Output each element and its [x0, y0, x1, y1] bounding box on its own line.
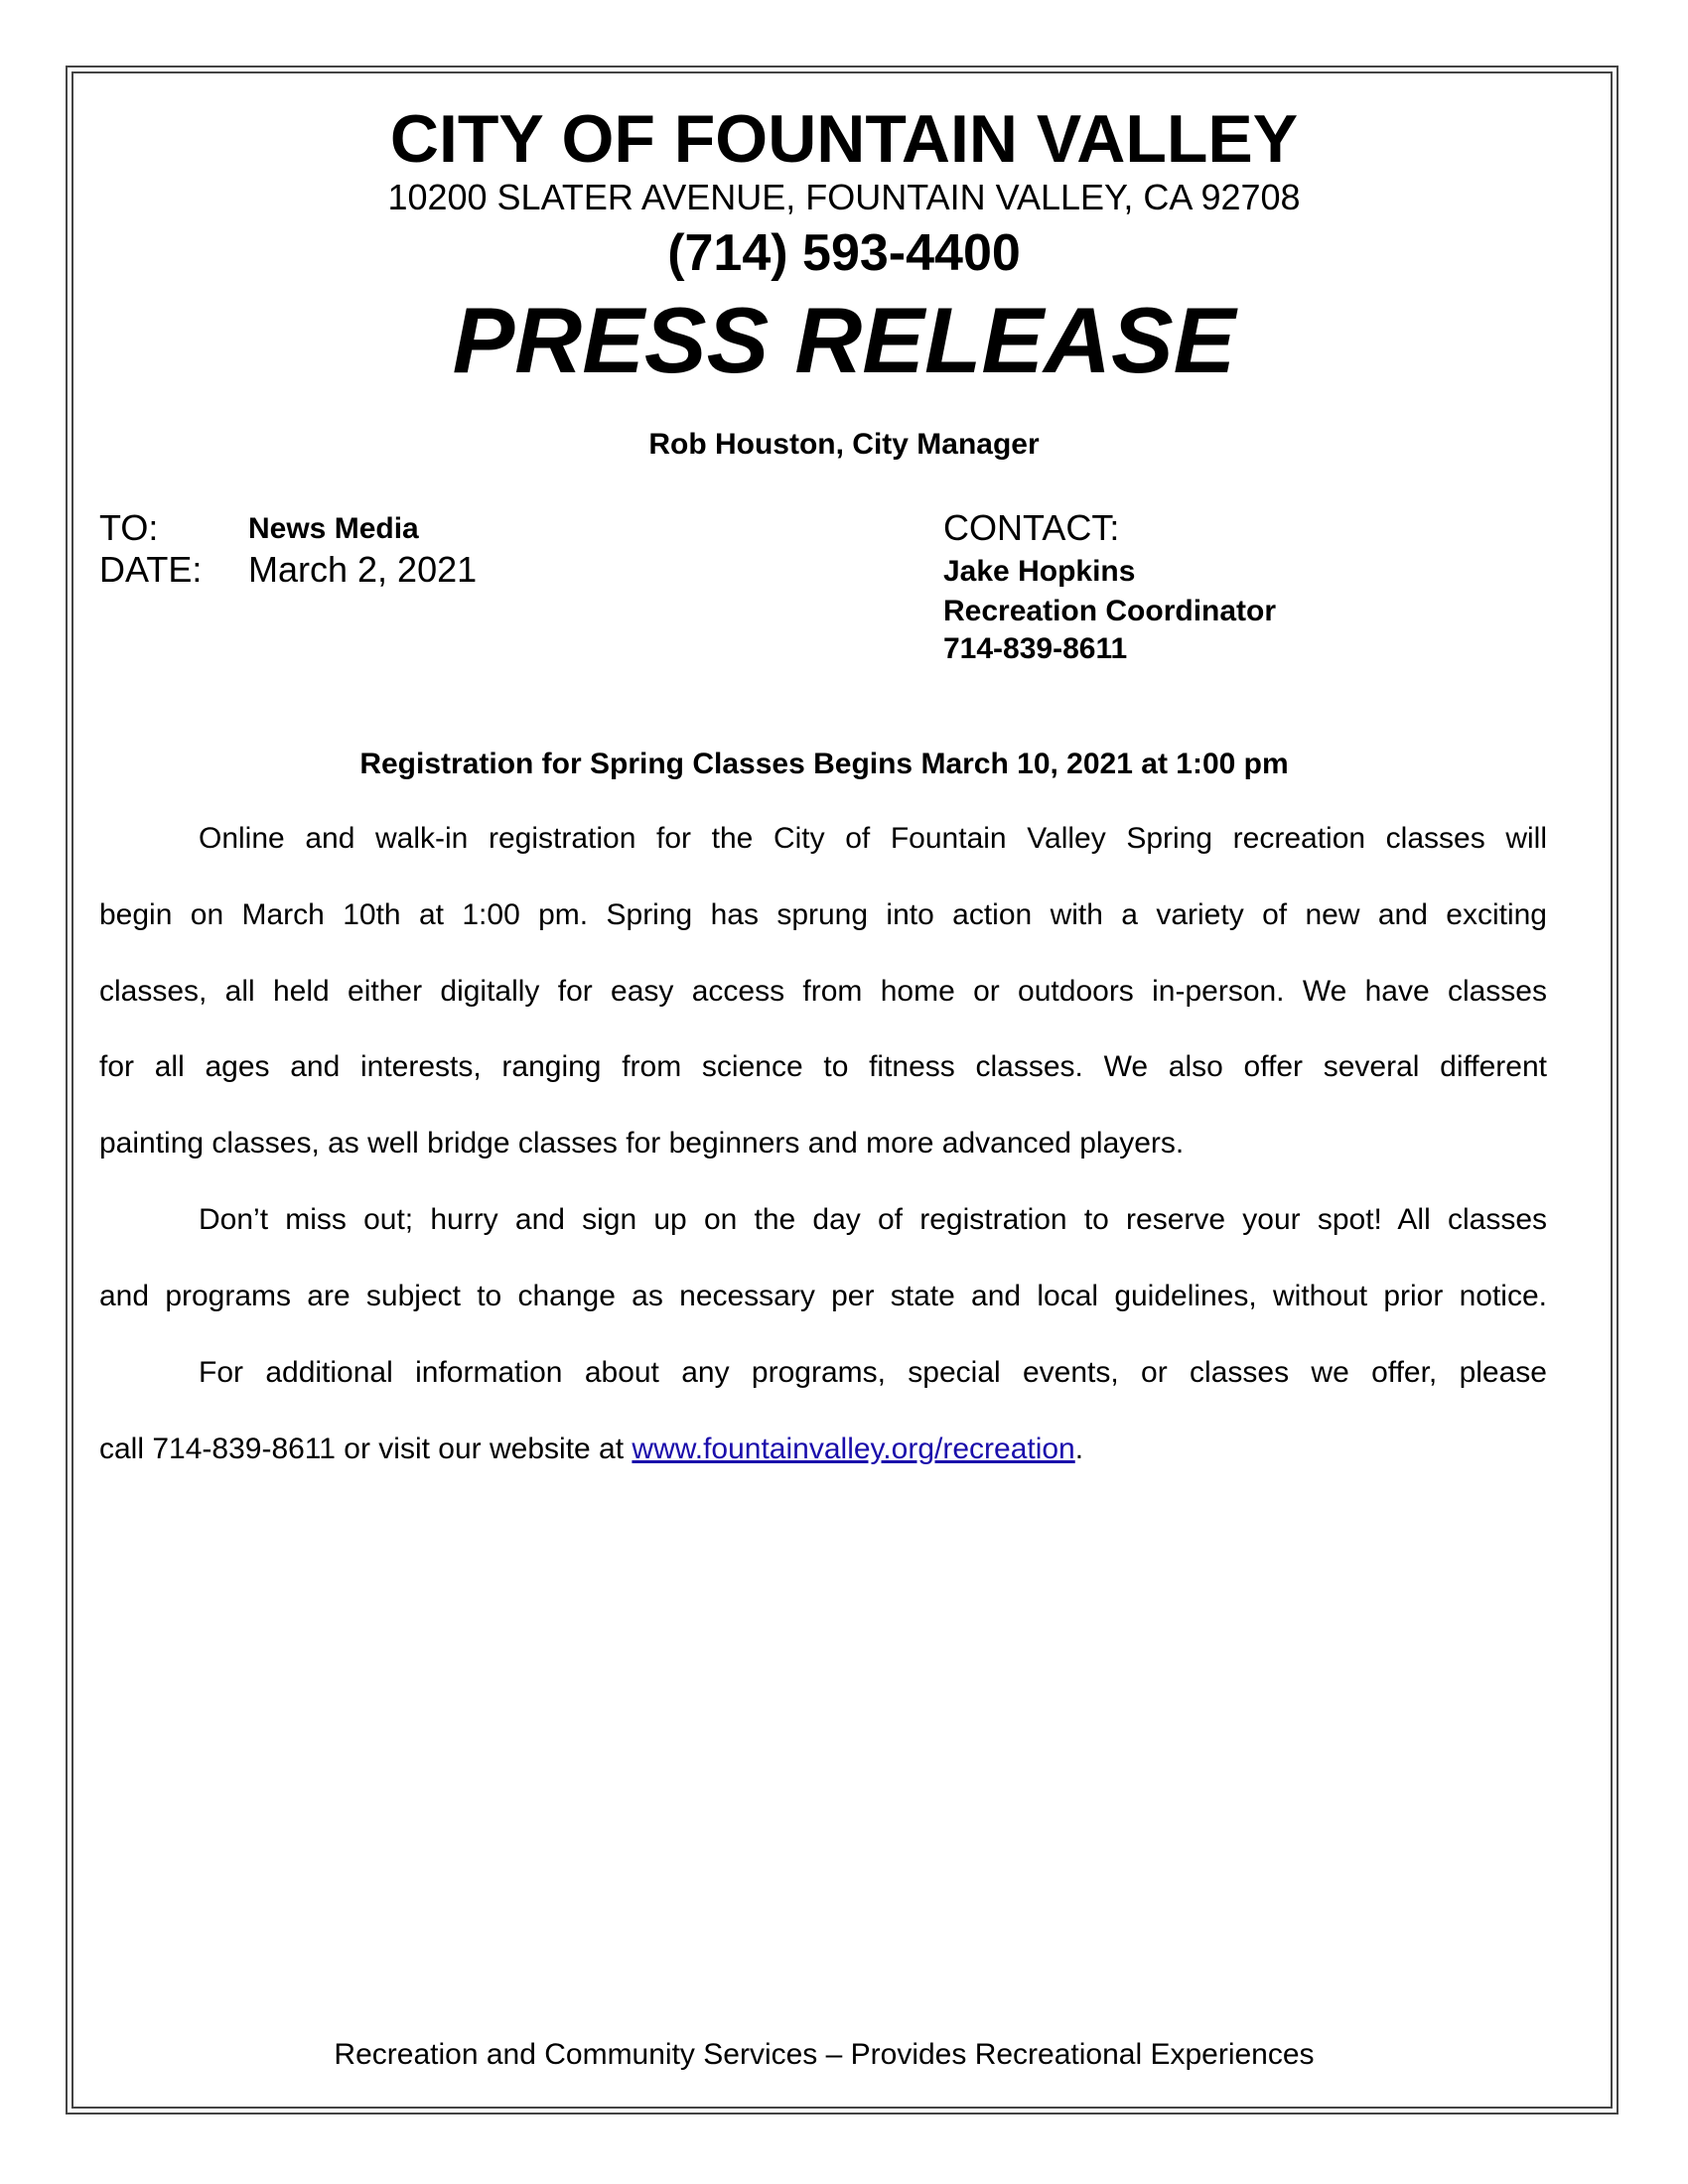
body-line: for all ages and interests, ranging from science to fitness classes. We also offer several different [99, 1050, 1547, 1083]
website-link[interactable]: www.fountainvalley.org/recreation [632, 1433, 1075, 1465]
release-headline: Registration for Spring Classes Begins March 10, 2021 at 1:00 pm [359, 748, 1289, 780]
contact-phone: 714-839-8611 [943, 632, 1128, 665]
body-line: and programs are subject to change as necessary per state and local guidelines, without prior notice. [99, 1280, 1547, 1312]
body-line: Don’t miss out; hurry and sign up on the day of registration to reserve your spot! All classes [199, 1203, 1547, 1236]
last-line-suffix: . [1074, 1433, 1084, 1465]
body-line-last [99, 1430, 1547, 1469]
city-name: CITY OF FOUNTAIN VALLEY [389, 101, 1299, 177]
date-value: March 2, 2021 [248, 549, 478, 590]
contact-label: CONTACT: [943, 507, 1120, 548]
city-manager: Rob Houston, City Manager [648, 428, 1040, 461]
body-line: begin on March 10th at 1:00 pm. Spring has sprung into action with a variety of new and exciting [99, 898, 1547, 931]
to-label: TO: [99, 507, 159, 548]
body-line: For additional information about any programs, special events, or classes we offer, please [199, 1356, 1547, 1389]
document-title: PRESS RELEASE [452, 288, 1236, 392]
city-address: 10200 SLATER AVENUE, FOUNTAIN VALLEY, CA 92708 [387, 177, 1301, 217]
contact-name: Jake Hopkins [943, 555, 1136, 588]
body-line: painting classes, as well bridge classes for beginners and more advanced players. [99, 1127, 1185, 1160]
last-line-prefix: call 714-839-8611 or visit our website at [99, 1433, 633, 1465]
body-line: classes, all held either digitally for easy access from home or outdoors in-person. We have classes [99, 975, 1547, 1008]
footer-tagline: Recreation and Community Services – Provides Recreational Experiences [334, 2038, 1315, 2071]
body-line: Online and walk-in registration for the City of Fountain Valley Spring recreation classes will [199, 822, 1547, 855]
date-label: DATE: [99, 549, 203, 590]
to-value: News Media [248, 512, 419, 545]
city-phone: (714) 593-4400 [667, 224, 1021, 282]
contact-title: Recreation Coordinator [943, 595, 1277, 627]
